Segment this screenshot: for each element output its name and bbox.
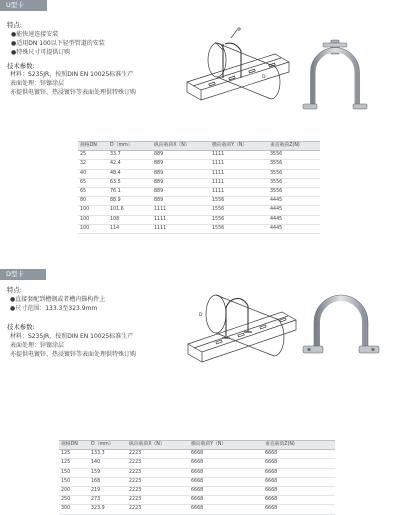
table-header-row [59,441,335,450]
cell: 2223 [129,497,142,503]
cell: 219 [91,488,101,494]
cell: 2223 [129,478,142,484]
d-clamp-assembly-illustration [186,286,298,366]
column-header: 规格DN [59,441,89,450]
cell: 889 [154,189,164,195]
table-row [78,151,320,160]
cell: 40 [80,170,87,176]
tech-param-surface: 表面处理：锌镍涂层 [10,80,65,87]
cell: 6668 [265,460,278,466]
cell: 125 [61,451,71,457]
tech-param-surface: 表面处理：锌镍涂层 [10,342,65,349]
tech-param-material: 材料：S235JR，按照DIN EN 10025标准生产 [10,71,134,78]
table-row [78,188,320,197]
cell: 889 [154,161,164,167]
column-header: D（mm） [89,441,127,450]
cell: 100 [80,225,90,231]
section-title: D型卡 [6,270,25,278]
cell: 2223 [129,469,142,475]
cell: 300 [61,506,71,512]
cell: 273 [91,497,101,503]
table-row [78,178,320,187]
cell: 6668 [191,451,204,457]
cell: 101.6 [110,207,124,213]
cell: 6668 [265,506,278,512]
cell: 6668 [265,478,278,484]
features-heading: 特点: [7,21,22,29]
cell: 889 [154,179,164,185]
cell: 80 [80,198,87,204]
cell: 63.5 [110,179,121,185]
u-clamp-spec-table [78,141,320,234]
tech-param-options: 亦提供电镀锌、热浸镀锌等表面处理供特殊订购 [10,89,137,96]
cell: 6668 [265,488,278,494]
cell: 6668 [191,488,204,494]
column-header: 规格DN [78,142,108,151]
cell: 889 [154,170,164,176]
cell: 168 [91,478,101,484]
cell: 6668 [191,478,204,484]
cell: 4445 [270,225,283,231]
cell: 3556 [270,161,283,167]
cell: 4445 [270,216,283,222]
cell: 108 [110,216,120,222]
table-row [78,169,320,178]
table-row [78,160,320,169]
cell: 33.7 [110,152,121,158]
d-clamp-product-photo [303,292,379,358]
cell: 88.9 [110,198,121,204]
column-header: 横向载荷Y（N） [189,441,263,450]
cell: 3556 [270,170,283,176]
table-row [78,206,320,215]
cell: 1556 [212,225,225,231]
table-row [59,468,335,477]
cell: 1111 [212,170,225,176]
cell: 100 [80,216,90,222]
cell: 3556 [270,189,283,195]
cell: 150 [61,478,71,484]
cell: 3556 [270,179,283,185]
feature-item: ●直接套配到槽钢或者槽内锚构件上 [10,296,106,303]
svg-text:D: D [199,313,203,318]
column-header: 纵向载荷X（N） [127,441,189,450]
cell: 6668 [191,460,204,466]
column-header: 垂直载荷Z(N) [268,142,320,151]
cell: 6668 [191,506,204,512]
cell: 2223 [129,488,142,494]
column-header: D（mm） [108,142,152,151]
column-header: 纵向载荷X（N） [152,142,210,151]
cell: 6668 [265,497,278,503]
cell: 76.1 [110,189,121,195]
cell: 42.4 [110,161,121,167]
cell: 159 [91,469,101,475]
table-row [59,450,335,459]
cell: 889 [154,198,164,204]
u-clamp-assembly-illustration [183,20,293,122]
section-title: U型卡 [6,1,24,9]
table-row [78,197,320,206]
svg-text:D: D [262,75,266,80]
feature-item: ●能快速连接安装 [11,31,59,38]
table-row [78,215,320,224]
cell: 250 [61,497,71,503]
tech-param-options: 亦提供电镀锌、热浸镀锌等表面处理供特殊订购 [10,351,137,358]
cell: 200 [61,488,71,494]
cell: 1556 [212,216,225,222]
feature-item: ●尺寸范围：133.3至323.9mm [10,305,98,312]
cell: 1111 [212,179,225,185]
table-row [59,505,335,514]
table-row [59,496,335,505]
table-row [78,224,320,233]
cell: 6668 [191,497,204,503]
table-row [59,459,335,468]
feature-item: ●适用DN 100以下轻型管道的安装 [11,40,105,47]
cell: 65 [80,179,87,185]
cell: 1556 [212,207,225,213]
cell: 6668 [265,451,278,457]
cell: 32 [80,161,87,167]
table-header-row [78,142,320,151]
features-heading: 特点: [7,286,22,294]
cell: 323.9 [91,506,105,512]
tech-params-heading: 技术参数: [7,62,35,70]
cell: 1111 [212,161,225,167]
cell: 100 [80,207,90,213]
cell: 125 [61,460,71,466]
cell: 133.3 [91,451,105,457]
column-header: 垂直载荷Z(N) [263,441,335,450]
cell: 1111 [154,216,167,222]
cell: 4445 [270,207,283,213]
tech-params-heading: 技术参数: [7,323,35,331]
cell: 3556 [270,152,283,158]
cell: 1556 [212,198,225,204]
section-banner-u-clamp [0,0,47,11]
u-clamp-product-photo [303,38,369,112]
cell: 6668 [191,469,204,475]
cell: 65 [80,189,87,195]
cell: 150 [61,469,71,475]
cell: 6668 [265,469,278,475]
cell: 889 [154,152,164,158]
cell: 2223 [129,451,142,457]
d-clamp-spec-table [59,440,335,515]
section-banner-d-clamp [0,269,46,280]
cell: 1111 [212,189,225,195]
feature-item: ●特殊尺寸可提供订购 [11,49,71,56]
cell: 1111 [154,225,167,231]
cell: 1111 [212,152,225,158]
cell: 140 [91,460,101,466]
cell: 25 [80,152,87,158]
table-row [59,477,335,486]
cell: 114 [110,225,120,231]
column-header: 横向载荷Y（N） [210,142,268,151]
tech-param-material: 材料：S235JR，按照DIN EN 10025标准生产 [10,333,134,340]
table-row [59,487,335,496]
cell: 2223 [129,460,142,466]
cell: 1111 [154,207,167,213]
cell: 2223 [129,506,142,512]
cell: 4445 [270,198,283,204]
cell: 48.4 [110,170,121,176]
